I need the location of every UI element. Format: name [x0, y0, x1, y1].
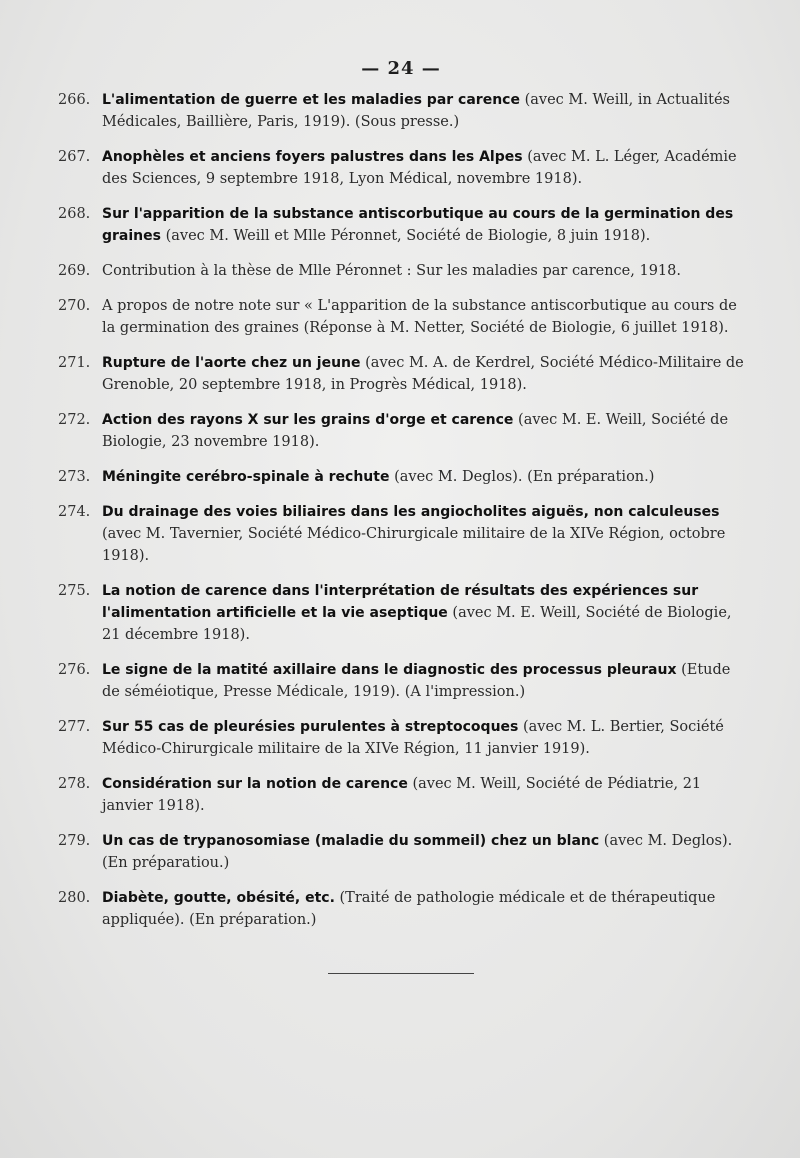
list-item: [58, 203, 744, 247]
entry-details: A propos de notre note sur « L'apparition de la substance antiscorbutique au cours de la germination des graines (Réponse à M. Netter, Société de Biologie, 6 juillet 1918).: [102, 298, 737, 336]
page-number: — 24 —: [361, 58, 441, 79]
entry-details: (avec M. L. Léger, Académie des Sciences, 9 septembre 1918, Lyon Médical, novembre 1918).: [102, 149, 737, 187]
list-item: [58, 352, 744, 396]
entry-details: (avec M. Deglos). (En préparation.): [389, 469, 655, 485]
entry-title: Un cas de trypanosomiase (maladie du sommeil) chez un blanc: [102, 833, 600, 849]
list-item: [58, 887, 744, 931]
entry-details: (avec M. E. Weill, Société de Biologie, 23 novembre 1918).: [102, 412, 729, 450]
entry-title: La notion de carence dans l'interprétation de résultats des expériences sur l'alimentation artificielle et la vie aseptique: [102, 583, 699, 621]
entry-number: 280.: [58, 890, 91, 906]
entry-number: 268.: [58, 206, 91, 222]
entry-title: Rupture de l'aorte chez un jeune: [102, 355, 361, 371]
entry-number: 277.: [58, 719, 91, 735]
entry-details: (avec M. A. de Kerdrel, Société Médico-Militaire de Grenoble, 20 septembre 1918, in Progrès Médical, 1918).: [102, 355, 744, 393]
entry-title: Sur l'apparition de la substance antiscorbutique au cours de la germination des graines: [102, 206, 734, 244]
entry-number: 279.: [58, 833, 91, 849]
list-item: [58, 89, 744, 133]
entry-details: (Etude de séméiotique, Presse Médicale, 1919). (A l'impression.): [102, 662, 731, 700]
entry-title: Du drainage des voies biliaires dans les angiocholites aiguës, non calculeuses: [102, 504, 720, 520]
entry-title: Méningite cerébro-spinale à rechute: [102, 469, 390, 485]
list-item: [58, 260, 744, 282]
entry-details: (avec M. E. Weill, Société de Biologie, 21 décembre 1918).: [102, 605, 732, 643]
closing-rule: [328, 973, 474, 974]
entry-details: (avec M. Tavernier, Société Médico-Chirurgicale militaire de la XIVe Région, octobre 1918).: [102, 526, 726, 564]
entry-details: (avec M. L. Bertier, Société Médico-Chirurgicale militaire de la XIVe Région, 11 janvier 1919).: [102, 719, 724, 757]
entry-number: 271.: [58, 355, 91, 371]
entry-details: (Traité de pathologie médicale et de thérapeutique appliquée). (En préparation.): [102, 890, 716, 928]
entry-number: 270.: [58, 298, 91, 314]
entry-details: (avec M. Deglos). (En préparatiou.): [102, 833, 733, 871]
entry-number: 275.: [58, 583, 91, 599]
entry-number: 273.: [58, 469, 91, 485]
entry-details: (avec M. Weill, Société de Pédiatrie, 21 janvier 1918).: [102, 776, 702, 814]
entry-title: L'alimentation de guerre et les maladies par carence: [102, 92, 520, 108]
entry-title: Sur 55 cas de pleurésies purulentes à streptocoques: [102, 719, 519, 735]
list-item: [58, 146, 744, 190]
entry-title: Diabète, goutte, obésité, etc.: [102, 890, 335, 906]
entry-number: 274.: [58, 504, 91, 520]
entry-title: Le signe de la matité axillaire dans le diagnostic des processus pleuraux: [102, 662, 677, 678]
entry-number: 276.: [58, 662, 91, 678]
entry-details: Contribution à la thèse de Mlle Péronnet : Sur les maladies par carence, 1918.: [102, 263, 681, 279]
list-item: [58, 501, 744, 567]
list-item: [58, 773, 744, 817]
list-item: [58, 830, 744, 874]
entry-number: 267.: [58, 149, 91, 165]
entry-title: Anophèles et anciens foyers palustres dans les Alpes: [102, 149, 523, 165]
list-item: [58, 659, 744, 703]
entry-number: 266.: [58, 92, 91, 108]
entry-number: 269.: [58, 263, 91, 279]
entry-details: (avec M. Weill et Mlle Péronnet, Société de Biologie, 8 juin 1918).: [160, 228, 651, 244]
list-item: [58, 580, 744, 646]
entry-number: 272.: [58, 412, 91, 428]
list-item: [58, 716, 744, 760]
list-item: [58, 295, 744, 339]
list-item: [58, 409, 744, 453]
entry-title: Considération sur la notion de carence: [102, 776, 408, 792]
entry-number: 278.: [58, 776, 91, 792]
list-item: [58, 466, 744, 488]
entry-details: (avec M. Weill, in Actualités Médicales, Baillière, Paris, 1919). (Sous presse.): [102, 92, 730, 130]
entry-title: Action des rayons X sur les grains d'orge et carence: [102, 412, 514, 428]
bibliography-list: [58, 89, 744, 931]
